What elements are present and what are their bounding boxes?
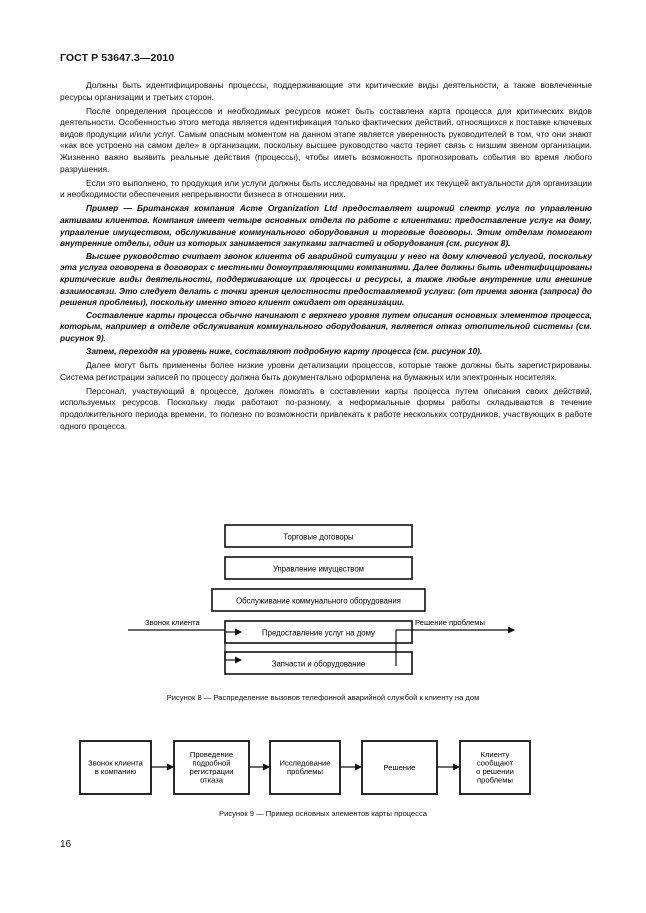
fig9-step-label-line: Решение — [383, 762, 416, 772]
fig9-step-label-line: в компанию — [94, 767, 137, 777]
fig9-step-label-line: Проведение — [189, 749, 234, 759]
fig9-step-label-line: проблемы — [477, 775, 513, 785]
example-paragraph: Пример — Британская компания Acme Organization Ltd предоставляет широкий спектр услуг по управлению активами клиентов. Компания имеет четыре основных отдела по работе с клиентами: предоставление услуг на дому, управление имуществом, обслуживание коммунального оборудования и торговые договоры. Этим отделам помогают внутренние отделы, один из которых занимается закупками запчастей и оборудования (см. рисунок 8). — [60, 203, 592, 249]
paragraph: После определения процессов и необходимых ресурсов может быть составлена карта процесса для критических видов деятельности. Особенностью этого метода является идентификация только фактических действий, относящихся к поставке ключевых видов продукции и/или услуг. Самым опасным моментом на данном этапе является уверенность руководителей в том, что они знают «как все устроено на самом деле» в организации, поскольку высшее руководство часто теряет связь с низшим звеном организации. Жизненно важно выявить реальные действия (процессы), чтобы иметь возможность прогнозировать события во время любого разрушения. — [60, 105, 592, 174]
fig9-step-label-line: регистрации — [189, 767, 234, 777]
fig9-step-label-line: проблемы — [287, 767, 323, 777]
paragraph: Персонал, участвующий в процессе, должен помогать в составлении карты процесса путем описания своих действий, используемых ресурсов. Поскольку люди работают по-разному, а неформальные формы работы складываются в течение продолжительного периода времени, то полезно по возможности привлекать к работе нескольких сотрудников, участвующих в работе одного процесса. — [60, 385, 592, 431]
standard-header: ГОСТ Р 53647.3—2010 — [60, 52, 175, 64]
fig9-step-label-line: о решении — [476, 767, 514, 777]
fig9-step-label-line: Клиенту — [480, 749, 510, 759]
example-paragraph: Составление карты процесса обычно начинают с верхнего уровня путем описания основных элементов процесса, которым, например в отделе обслуживания коммунального оборудования, является отказ отопительной системы (см. рисунок 9). — [60, 309, 592, 343]
figure-9-caption: Рисунок 9 — Пример основных элементов карты процесса — [219, 809, 427, 818]
paragraph: Если это выполнено, то продукция или услуги должны быть исследованы на предмет их текущей актуальности для организации и необходимости обеспечения непрерывности бизнеса в отношении них. — [60, 177, 592, 200]
fig9-step-label-line: отказа — [200, 775, 223, 785]
fig9-step-label-line: сообщают — [476, 758, 514, 768]
paragraph: Должны быть идентифицированы процессы, поддерживающие эти критические виды деятельности, а также вовлеченные ресурсы организации и третьих сторон. — [60, 80, 592, 102]
page-number: 16 — [60, 839, 72, 850]
figure-8-caption: Рисунок 8 — Распределение вызовов телефонной аварийной службой к клиенту на дом — [166, 693, 480, 702]
fig9-step-label-line: подробной — [192, 758, 231, 768]
fig8-label-trade-contracts: Торговые договоры — [283, 532, 354, 542]
example-paragraph: Затем, переходя на уровень ниже, составляют подробную карту процесса (см. рисунок 10). — [86, 345, 483, 356]
fig8-label-home-services: Предоставление услуг на дому — [262, 628, 375, 638]
fig8-label-parts-equipment: Запчасти и оборудование — [271, 659, 366, 669]
example-paragraph: Высшее руководство считает звонок клиента об аварийной ситуации у него на дому ключевой услугой, поскольку эта услуга оговорена в договорах с местными домоуправляющими компаниями. Далее должны быть идентифицированы критические виды деятельности, поддерживающие их процессы и ресурсы, а также любые внутренние или внешние взаимосвязи. Это следует делать с точки зрения целостности предоставляемой услуги: (от приема звонка (запроса) до решения проблемы), поскольку именно этого клиент ожидает от организации. — [60, 250, 592, 308]
fig8-output-label: Решение проблемы — [415, 618, 485, 627]
paragraph: Далее могут быть применены более низкие уровни детализации процессов, которые также должны быть зарегистрированы. Система регистрации записей по процессу должна быть документально оформлена на бумажных или электронных носителях. — [60, 360, 592, 382]
fig8-label-property-management: Управление имуществом — [272, 564, 365, 574]
fig8-label-utilities-service: Обслуживание коммунального оборудования — [236, 596, 401, 606]
fig9-step-label-line: Звонок клиента — [88, 758, 143, 768]
fig9-step-label-line: Исследование — [279, 758, 331, 768]
fig8-input-label: Звонок клиента — [145, 618, 200, 627]
